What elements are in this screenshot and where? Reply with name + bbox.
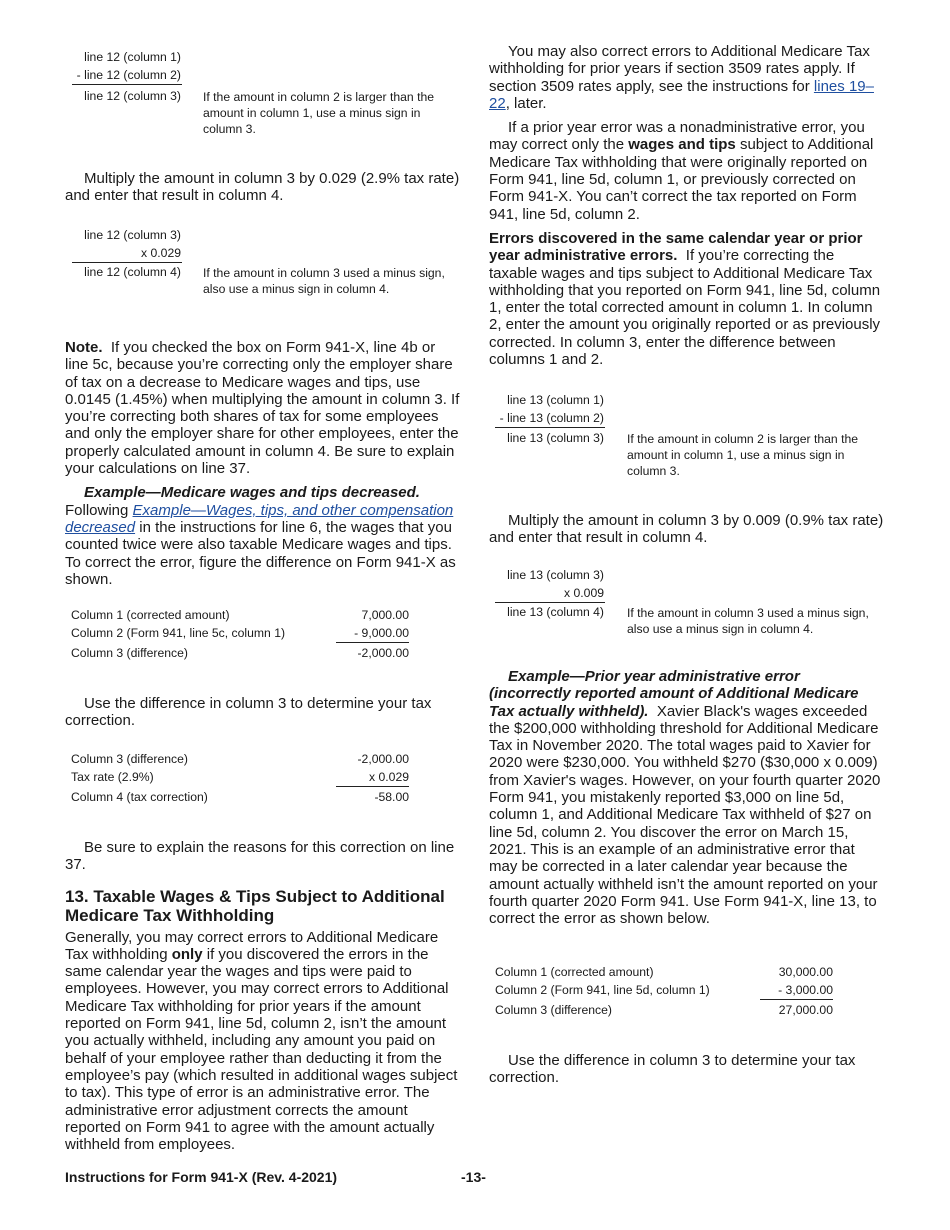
- calc-note: If the amount in column 3 used a minus sign, also use a minus sign in column 4.: [203, 266, 445, 296]
- footer-page-number: -13-: [461, 1169, 486, 1185]
- calc-line: line 13 (column 1): [507, 393, 604, 407]
- errors-title: Errors discovered in the same calendar year or prior year administrative errors.: [489, 229, 863, 265]
- table-rule: [760, 999, 833, 1000]
- paragraph-example-prior-year: Example—Prior year administrative error (incorrectly reported amount of Additional Medicare Tax actually withheld). Xavier Black's wages exceeded the $200,000 withholding threshold for Additional Medicare Tax in November 2020. The total wages paid to Xavier for 2020 were $230,000. You withheld $270 ($30,000 x 0.009) from Xavier's wages. However, on your fourth quarter 2020 Form 941, you mistakenly reported $3,000 on line 5d, column 1, and Additional Medicare Tax withheld of $27 on line 5d, column 2. You discover the error on March 15, 2021. This is an example of an administrative error that may be corrected in a later calendar year because the amount actually withheld isn’t the amount reported on your fourth quarter 2020 Form 941. Use Form 941-X, line 13, to correct the error as shown below.: [489, 668, 881, 928]
- calc-line: line 12 (column 3): [84, 89, 181, 103]
- example-title: Example—Prior year administrative error (incorrectly reported amount of Additional Medicare Tax actually withheld).: [489, 668, 859, 720]
- example-wages-link[interactable]: Example—Wages, tips, and other compensation decreased: [65, 501, 454, 536]
- calc-note: If the amount in column 2 is larger than the amount in column 1, use a minus sign in column 3.: [203, 90, 435, 136]
- note-paragraph: [65, 339, 460, 477]
- table-row-label: Column 1 (corrected amount): [71, 608, 230, 622]
- calc-line: x 0.009: [564, 586, 604, 600]
- section-heading-13: 13. Taxable Wages & Tips Subject to Additional Medicare Tax Withholding: [65, 886, 445, 926]
- paragraph-use-difference: Use the difference in column 3 to determine your tax correction.: [65, 695, 432, 730]
- calc-line: line 13 (column 4): [507, 605, 604, 619]
- paragraph-explain: Be sure to explain the reasons for this correction on line 37.: [65, 839, 455, 874]
- table-medicare-tax-correction: [71, 752, 411, 812]
- table-row-label: Tax rate (2.9%): [71, 770, 154, 784]
- table-row-label: Column 2 (Form 941, line 5d, column 1): [495, 983, 710, 997]
- calc-line: - line 12 (column 2): [76, 68, 181, 82]
- calc-line12-column3: [65, 49, 460, 139]
- note-text: If you checked the box on Form 941-X, line 4b or line 5c, because you’re correcting only the employer share of tax on a decrease to Medicare wages and tips, use 0.0145 (1.45%) when multiplying the amount in column 3. If you’re correcting both shares of tax for some employees and only the employer share for other employees, enter the properly calculated amount in column 4. Be sure to explain your calculations on line 37.: [65, 339, 460, 478]
- table-row-label: Column 2 (Form 941, line 5c, column 1): [71, 626, 286, 640]
- table-row-value: 27,000.00: [778, 1003, 833, 1017]
- calc-line: line 12 (column 3): [84, 228, 181, 242]
- paragraph-multiply-13: Multiply the amount in column 3 by 0.009 (0.9% tax rate) and enter that result in column 4.: [489, 512, 884, 547]
- table-row-label: Column 3 (difference): [71, 752, 188, 766]
- paragraph-section-3509: You may also correct errors to Additional Medicare Tax withholding for prior years if section 3509 rates apply. If section 3509 rates apply, see the instructions for lines 19–22, later.: [489, 43, 874, 112]
- table-rule: [336, 642, 409, 643]
- table-additional-medicare-difference: [495, 965, 835, 1025]
- calc-line12-column4: [65, 227, 460, 297]
- table-row-value: -58.00: [374, 790, 409, 804]
- calc-line: line 12 (column 4): [84, 265, 181, 279]
- paragraph-errors-discovered: Errors discovered in the same calendar year or prior year administrative errors. If you’re correcting the taxable wages and tips subject to Additional Medicare Tax withholding that you reported on Form 941, line 5d, column 1, enter the total corrected amount in column 1. In column 2, enter the amount you originally reported or as previously corrected. In column 3, enter the difference between columns 1 and 2.: [489, 229, 881, 369]
- paragraph-use-difference-13: Use the difference in column 3 to determine your tax correction.: [489, 1052, 856, 1087]
- example-title: Example—Medicare wages and tips decreased.: [84, 484, 420, 502]
- calc-rule: [495, 427, 605, 428]
- table-row-value: x 0.029: [369, 770, 409, 784]
- table-row-value: 7,000.00: [361, 608, 409, 622]
- calc-rule: [495, 602, 605, 603]
- paragraph-multiply: Multiply the amount in column 3 by 0.029 (2.9% tax rate) and enter that result in column 4.: [65, 170, 460, 205]
- calc-rule: [72, 262, 182, 263]
- paragraph-section-13: Generally, you may correct errors to Additional Medicare Tax withholding only if you discovered the errors in the same calendar year the wages and tips were paid to employees. However, you may correct errors to Additional Medicare Tax withholding for prior years if the amount reported on Form 941, line 5d, column 2, isn’t the amount you actually withheld, including any amount you paid on behalf of your employee rather than deducting it from the employee’s pay (which resulted in additional wages subject to tax). This type of error is an administrative error. The administrative error adjustment corrects the amount reported on Form 941 to agree with the amount actually withheld from employees.: [65, 928, 458, 1154]
- table-row-value: 30,000.00: [778, 965, 833, 979]
- table-row-value: - 3,000.00: [778, 983, 833, 997]
- calc-rule: [72, 84, 182, 85]
- table-row-value: - 9,000.00: [354, 626, 409, 640]
- table-medicare-difference: [71, 608, 411, 668]
- example-medicare-paragraph: Example—Medicare wages and tips decreased. Following Example—Wages, tips, and other compensation decreased in the instructions for line 6, the wages that you counted twice were also taxable Medicare wages and tips. To correct the error, figure the difference on Form 941-X as shown.: [65, 484, 456, 588]
- table-rule: [336, 786, 409, 787]
- note-label: Note.: [65, 339, 103, 356]
- table-row-value: -2,000.00: [357, 752, 409, 766]
- calc-note: If the amount in column 3 used a minus sign, also use a minus sign in column 4.: [627, 606, 869, 636]
- table-row-label: Column 3 (difference): [71, 646, 188, 660]
- calc-line: line 13 (column 3): [507, 431, 604, 445]
- table-row-label: Column 1 (corrected amount): [495, 965, 654, 979]
- footer-form-title: Instructions for Form 941-X (Rev. 4-2021): [65, 1169, 338, 1185]
- calc-line: line 12 (column 1): [84, 50, 181, 64]
- table-row-label: Column 4 (tax correction): [71, 790, 208, 804]
- paragraph-nonadministrative: If a prior year error was a nonadministrative error, you may correct only the wages and tips subject to Additional Medicare Tax withholding that were originally reported on Form 941, line 5d, column 1, or previously corrected on Form 941-X. You can’t correct the tax reported on Form 941, line 5d, column 2.: [489, 119, 874, 223]
- calc-line: line 13 (column 3): [507, 568, 604, 582]
- calc-line13-column3: [489, 392, 884, 482]
- table-row-label: Column 3 (difference): [495, 1003, 612, 1017]
- calc-line: x 0.029: [141, 246, 181, 260]
- lines-19-22-link[interactable]: lines 19–22: [489, 77, 874, 112]
- calc-line13-column4: [489, 567, 884, 637]
- calc-note: If the amount in column 2 is larger than the amount in column 1, use a minus sign in column 3.: [627, 432, 859, 478]
- table-row-value: -2,000.00: [357, 646, 409, 660]
- calc-line: - line 13 (column 2): [499, 411, 604, 425]
